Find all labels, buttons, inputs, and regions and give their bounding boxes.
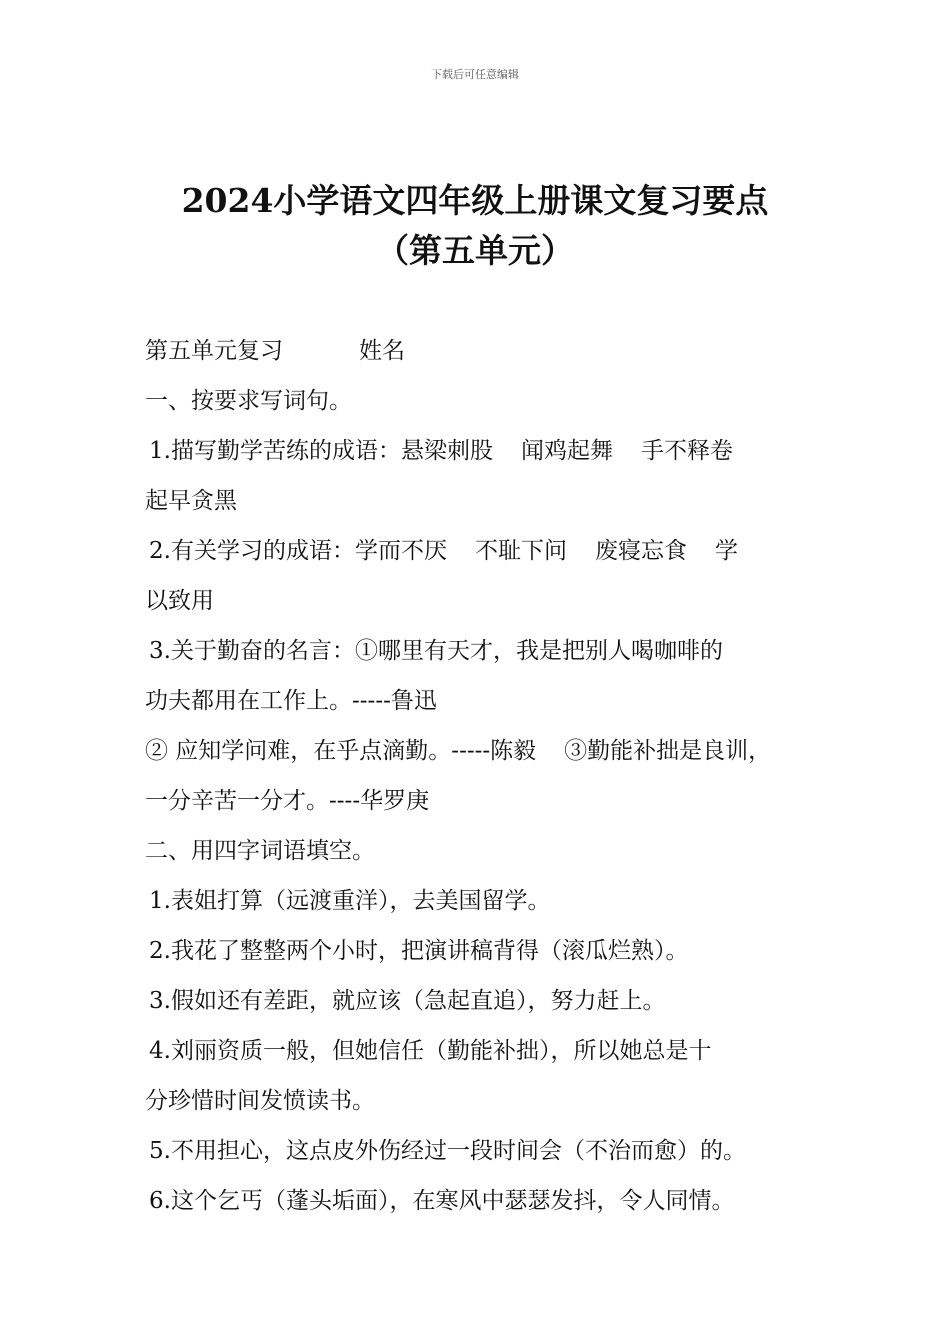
section1-item3-cont: 功夫都用在工作上。-----鲁迅: [145, 688, 437, 714]
document-title: [0, 176, 950, 276]
section1-item1: 1.描写勤学苦练的成语：悬梁刺股 闻鸡起舞 手不释卷: [149, 438, 733, 464]
section1-item3-quote2: ② 应知学问难，在乎点滴勤。-----陈毅 ③勤能补拙是良训，: [145, 738, 772, 764]
section1-item2: 2.有关学习的成语：学而不厌 不耻下问 废寝忘食 学: [149, 538, 738, 564]
section1-item3-quote3: 一分辛苦一分才。----华罗庚: [145, 788, 430, 814]
name-label: 姓名: [359, 338, 405, 364]
section1-item1-cont: 起早贪黑: [145, 488, 237, 514]
section2-item: 2.我花了整整两个小时，把演讲稿背得（滚瓜烂熟）。: [149, 938, 689, 964]
section1-heading: 一、按要求写词句。: [145, 388, 352, 414]
section2-item: 4.刘丽资质一般，但她信任（勤能补拙），所以她总是十: [149, 1038, 712, 1064]
section2-item-cont: 分珍惜时间发愤读书。: [145, 1088, 375, 1114]
section2-item: 6.这个乞丐（蓬头垢面），在寒风中瑟瑟发抖，令人同情。: [149, 1188, 735, 1214]
document-body: [145, 326, 845, 1226]
title-line-1: 2024小学语文四年级上册课文复习要点: [181, 181, 769, 220]
section2-item: 1.表姐打算（远渡重洋），去美国留学。: [149, 888, 551, 914]
section2-heading: 二、用四字词语填空。: [145, 838, 375, 864]
header-note: 下载后可任意编辑: [431, 68, 519, 81]
section2-item: 5.不用担心，这点皮外伤经过一段时间会（不治而愈）的。: [149, 1138, 746, 1164]
section1-item2-cont: 以致用: [145, 588, 214, 614]
section2-item: 3.假如还有差距，就应该（急起直追），努力赶上。: [149, 988, 666, 1014]
section1-item3: 3.关于勤奋的名言：①哪里有天才，我是把别人喝咖啡的: [149, 638, 723, 664]
title-line-2: （第五单元）: [376, 231, 574, 270]
unit-label: 第五单元复习: [145, 338, 283, 364]
intro-line: [145, 326, 845, 376]
